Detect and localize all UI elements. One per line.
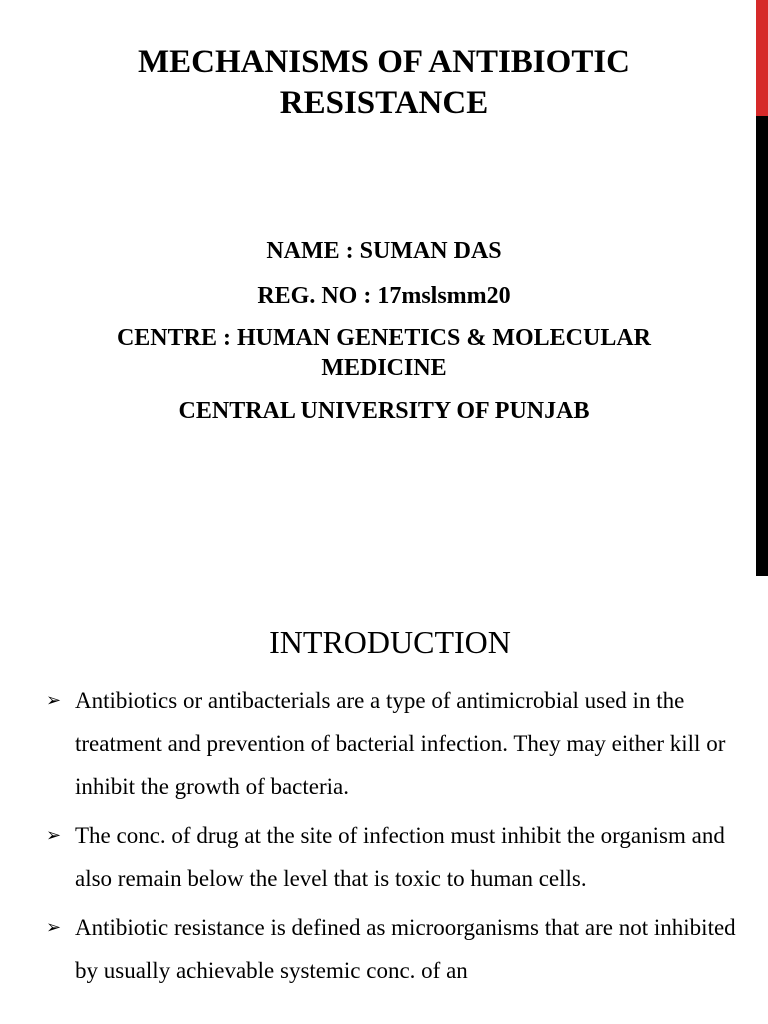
arrowhead-bullet-icon: ➢ — [46, 917, 62, 938]
bullet-text: The conc. of drug at the site of infection must inhibit the organism and also remain below the level that is toxic to human cells. — [75, 823, 725, 891]
bullet-text: Antibiotics or antibacterials are a type of antimicrobial used in the treatment and prevention of bacterial infection. They may either kill or inhibit the growth of bacteria. — [75, 688, 726, 799]
bullet-item — [46, 679, 736, 808]
centre-name: CENTRE : HUMAN GENETICS & MOLECULAR MEDICINE — [116, 325, 652, 381]
arrowhead-bullet-icon: ➢ — [46, 690, 62, 711]
bullet-list — [46, 679, 736, 998]
accent-bar-black — [756, 116, 768, 576]
slide-heading: INTRODUCTION — [269, 624, 511, 660]
bullet-item — [46, 814, 736, 900]
accent-bar-red — [756, 0, 768, 116]
bullet-text: Antibiotic resistance is defined as microorganisms that are not inhibited by usually achievable systemic conc. of an — [75, 915, 736, 983]
arrowhead-bullet-icon: ➢ — [46, 825, 62, 846]
slide-title-text: MECHANISMS OF ANTIBIOTIC RESISTANCE — [137, 44, 631, 121]
registration-number: REG. NO : 17mslsmm20 — [257, 283, 511, 309]
slide-introduction — [0, 578, 768, 1024]
university-name: CENTRAL UNIVERSITY OF PUNJAB — [178, 398, 590, 424]
author-name: NAME : SUMAN DAS — [266, 238, 502, 264]
bullet-item — [46, 906, 736, 992]
